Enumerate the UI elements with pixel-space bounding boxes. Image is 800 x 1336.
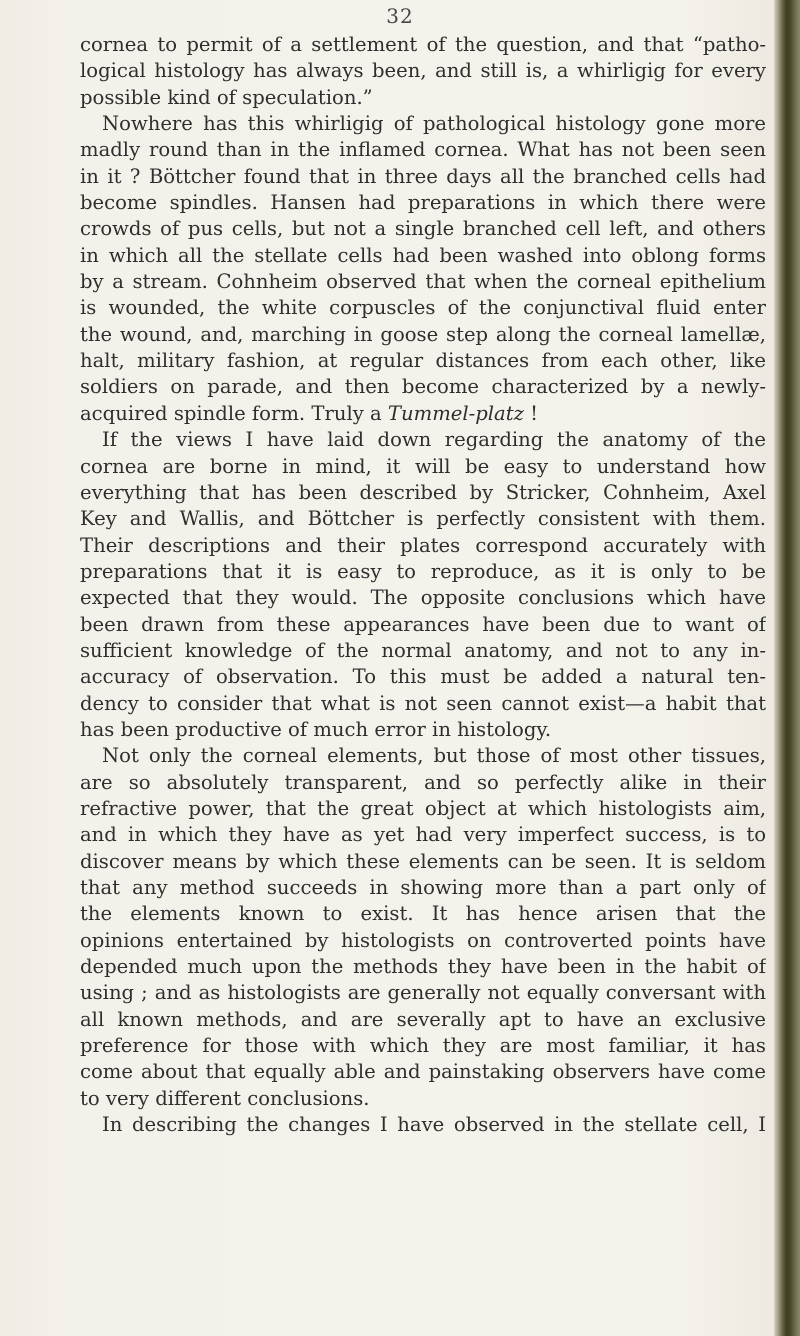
text-line: and in which they have as yet had very imperfect success, is to: [80, 823, 766, 847]
text-line: opinions entertained by histologists on controverted points have: [80, 928, 766, 952]
text-line: In describing the changes I have observed in the stellate cell, I: [102, 1113, 766, 1137]
text-line: the elements known to exist. It has hence arisen that the: [80, 902, 766, 926]
text-line: preference for those with which they are most familiar, it has: [80, 1034, 766, 1058]
italic-term: Tummel-platz: [387, 401, 524, 425]
text-line: halt, military fashion, at regular distances from each other, like: [80, 349, 766, 373]
text-line: the wound, and, marching in goose step along the corneal lamellæ,: [80, 322, 766, 346]
text-line: soldiers on parade, and then become characterized by a newly-: [80, 375, 766, 399]
text-line: sufficient knowledge of the normal anatomy, and not to any in-: [80, 638, 766, 662]
text-line: to very different conclusions.: [80, 1086, 370, 1110]
text-line: been drawn from these appearances have been due to want of: [80, 612, 766, 636]
text-line: is wounded, the white corpuscles of the conjunctival fluid enter: [80, 296, 766, 320]
text-line: come about that equally able and painstaking observers have come: [80, 1060, 766, 1084]
page-number: 32: [386, 4, 414, 28]
text-line: everything that has been described by Stricker, Cohnheim, Axel: [80, 480, 766, 504]
text-line: using ; and as histologists are generally not equally conversant with: [80, 981, 766, 1005]
text-line: has been productive of much error in histology.: [80, 717, 552, 741]
text-line: Not only the corneal elements, but those of most other tissues,: [102, 744, 766, 768]
text-line: madly round than in the inflamed cornea. What has not been seen: [80, 138, 766, 162]
text-line: preparations that it is easy to reproduce, as it is only to be: [80, 559, 766, 583]
text-line: by a stream. Cohnheim observed that when the corneal epithelium: [80, 270, 766, 294]
text-line: become spindles. Hansen had preparations in which there were: [80, 191, 766, 215]
text-line: Their descriptions and their plates correspond accurately with: [80, 533, 766, 557]
text-line: in which all the stellate cells had been washed into oblong forms: [80, 243, 766, 267]
text-line: dency to consider that what is not seen cannot exist—a habit that: [80, 691, 766, 715]
text-line: that any method succeeds in showing more than a part only of: [80, 876, 766, 899]
text-line: cornea to permit of a settlement of the question, and that “patho-: [80, 33, 766, 56]
text-line: logical histology has always been, and still is, a whirligig for every: [80, 59, 766, 83]
text-line: acquired spindle form. Truly a Tummel-platz !: [80, 401, 539, 425]
text-line: Key and Wallis, and Böttcher is perfectly consistent with them.: [80, 507, 766, 531]
text-line: in it ? Böttcher found that in three days all the branched cells had: [80, 164, 766, 188]
text-line: refractive power, that the great object at which histologists aim,: [80, 796, 766, 820]
text-line: all known methods, and are severally apt to have an exclusive: [80, 1007, 766, 1031]
body-text: [80, 32, 766, 1138]
text-line: depended much upon the methods they have been in the habit of: [80, 955, 766, 979]
text-line: Nowhere has this whirligig of pathological histology gone more: [102, 112, 766, 136]
text-line: discover means by which these elements can be seen. It is seldom: [80, 849, 766, 873]
text-line: possible kind of speculation.”: [80, 85, 373, 109]
text-line: If the views I have laid down regarding the anatomy of the: [102, 428, 766, 452]
text-line: are so absolutely transparent, and so perfectly alike in their: [80, 770, 766, 794]
text-line: expected that they would. The opposite conclusions which have: [80, 586, 766, 610]
text-line: cornea are borne in mind, it will be easy to understand how: [80, 454, 766, 478]
text-line: crowds of pus cells, but not a single branched cell left, and others: [80, 217, 766, 241]
text-line: accuracy of observation. To this must be added a natural ten-: [80, 665, 766, 689]
book-spine-edge: [774, 0, 800, 1336]
